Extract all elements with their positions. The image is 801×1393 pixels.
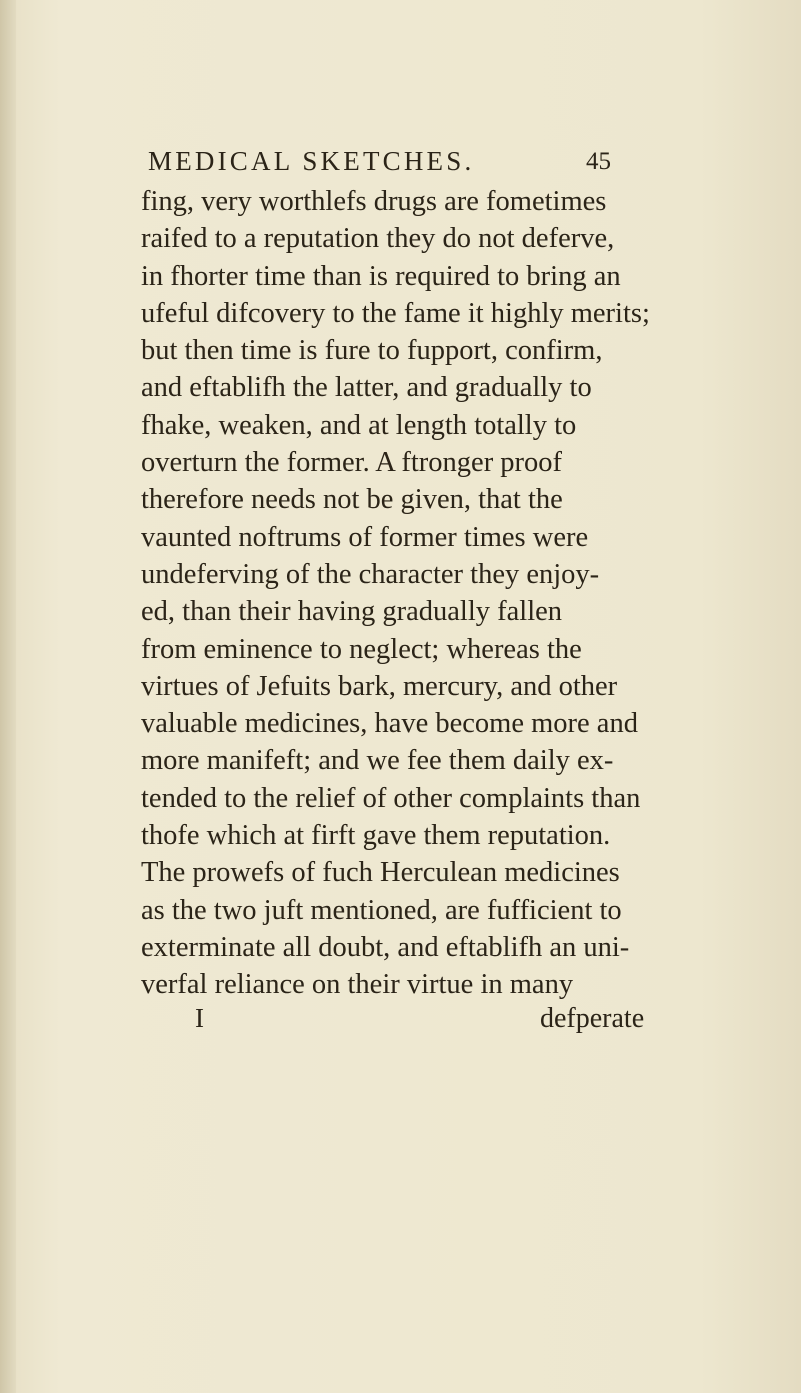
text-line: in fhorter time than is required to bring an [141,260,621,292]
text-line: but then time is fure to fupport, confirm, [141,335,603,367]
text-line: virtues of Jefuits bark, mercury, and other [141,670,618,702]
text-line: fing, very worthlefs drugs are fometimes [141,186,607,217]
running-head: MEDICAL SKETCHES. [148,146,475,176]
text-line: therefore needs not be given, that the [141,484,563,516]
page-header [148,146,668,182]
catchword: defperate [540,1003,645,1034]
text-line: from eminence to neglect; whereas the [141,633,582,665]
page-footer [141,1003,721,1039]
text-line: ufeful difcovery to the fame it highly merits; [141,297,650,329]
body-text [141,183,721,1004]
text-line: thofe which at firft gave them reputation. [141,820,611,852]
text-line: verfal reliance on their virtue in many [141,969,574,1001]
page-gutter [0,0,16,1393]
text-line: fhake, weaken, and at length totally to [141,409,577,441]
text-line: vaunted noftrums of former times were [141,521,589,553]
text-line: undeferving of the character they enjoy- [141,558,600,590]
text-line: exterminate all doubt, and eftablifh an uni- [141,931,630,963]
text-line: tended to the relief of other complaints than [141,782,641,814]
text-line: The prowefs of fuch Herculean medicines [141,857,620,889]
text-line: as the two juft mentioned, are fufficient to [141,894,622,926]
text-line: overturn the former. A ftronger proof [141,447,563,479]
text-line: raifed to a reputation they do not deferve, [141,223,615,255]
text-line: and eftablifh the latter, and gradually to [141,372,592,404]
text-line: valuable medicines, have become more and [141,708,638,740]
text-line: more manifeft; and we fee them daily ex- [141,745,614,777]
page-number: 45 [586,148,611,175]
signature-mark: I [195,1003,204,1033]
text-line: ed, than their having gradually fallen [141,596,563,628]
